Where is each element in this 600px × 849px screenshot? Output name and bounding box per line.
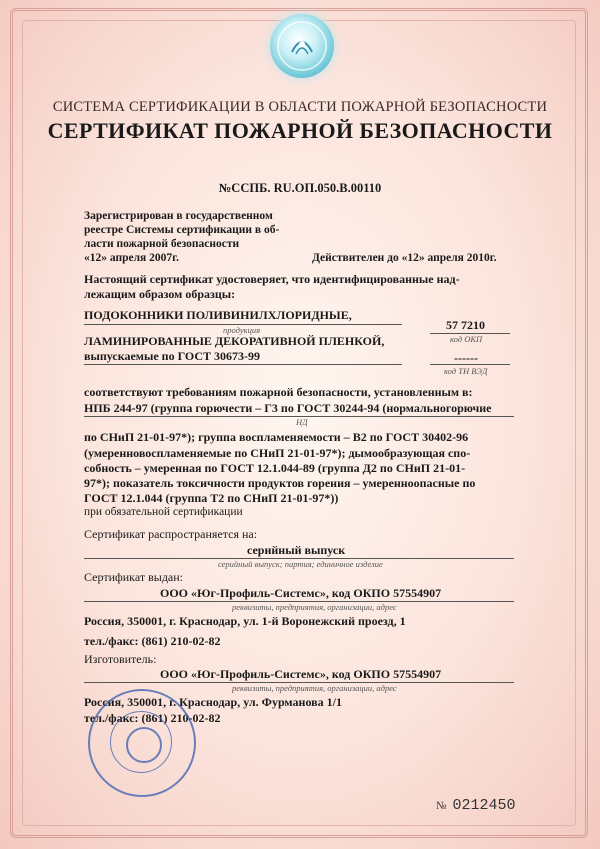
requirements-line: собность – умеренная по ГОСТ 12.1.044-89 (группа Д2 по СНиП 21-01- <box>84 461 466 475</box>
issued-label: Сертификат выдан: <box>84 570 184 584</box>
product-name: ЛАМИНИРОВАННЫЕ ДЕКОРАТИВНОЙ ПЛЕНКОЙ, <box>84 334 385 348</box>
intro-line: Настоящий сертификат удостоверяет, что идентифицированные над- <box>84 272 460 286</box>
scope-label: Сертификат распространяется на: <box>84 527 258 541</box>
official-stamp-icon <box>88 689 196 797</box>
issued-organization: ООО «Юг-Профиль-Системс», код ОКПО 57554907 <box>160 586 442 600</box>
serial-value: 0212450 <box>452 797 516 814</box>
certification-system-name: СИСТЕМА СЕРТИФИКАЦИИ В ОБЛАСТИ ПОЖАРНОЙ БЕЗОПАСНОСТИ <box>52 99 548 115</box>
nd-caption: НД <box>296 417 308 427</box>
issued-address: Россия, 350001, г. Краснодар, ул. 1-й Воронежский проезд, 1 <box>84 614 406 628</box>
serial-prefix: № <box>436 800 447 812</box>
scope-caption: серийный выпуск; партия; единичное изделие <box>218 559 383 569</box>
scope-value: серийный выпуск <box>247 543 346 557</box>
form-serial-number <box>436 797 516 814</box>
mandatory-certification: при обязательной сертификации <box>84 506 243 518</box>
okp-code: 57 7210 <box>446 318 485 332</box>
requirements-line: ГОСТ 12.1.044 (группа Т2 по СНиП 21-01-97*)) <box>84 491 339 505</box>
registration-line: Зарегистрирован в государственном <box>84 210 273 222</box>
product-caption: продукция <box>223 325 261 335</box>
valid-until: Действителен до «12» апреля 2010г. <box>312 252 497 264</box>
registration-date: «12» апреля 2007г. <box>84 252 179 264</box>
requirements-line: НПБ 244-97 (группа горючести – Г3 по ГОСТ 30244-94 (нормальногорючие <box>84 401 492 415</box>
hologram-emblem-icon <box>270 14 334 78</box>
intro-line: лежащим образом образцы: <box>84 287 236 301</box>
tnved-code: ------ <box>454 351 478 365</box>
requirements-line: 97*); показатель токсичности продуктов горения – умеренноопасные по <box>84 476 476 490</box>
manufacturer-phone: тел./факс: (861) 210-02-82 <box>84 711 221 725</box>
tnved-label: код ТН ВЭД <box>444 366 488 376</box>
registration-line: реестре Системы сертификации в об- <box>84 224 280 236</box>
certificate-title: СЕРТИФИКАТ ПОЖАРНОЙ БЕЗОПАСНОСТИ <box>47 118 553 143</box>
manufacturer-label: Изготовитель: <box>84 652 157 666</box>
manufacturer-organization: ООО «Юг-Профиль-Системс», код ОКПО 57554907 <box>160 667 442 681</box>
okp-label: код ОКП <box>450 334 483 344</box>
underline <box>430 364 510 365</box>
manufacturer-address: Россия, 350001, г. Краснодар, ул. Фурманова 1/1 <box>84 695 342 709</box>
product-name: ПОДОКОННИКИ ПОЛИВИНИЛХЛОРИДНЫЕ, <box>84 308 352 322</box>
product-standard: выпускаемые по ГОСТ 30673-99 <box>84 349 261 363</box>
requirements-line: (умеренновоспламеняемые по СНиП 21-01-97*); дымообразующая спо- <box>84 446 471 460</box>
issued-phone: тел./факс: (861) 210-02-82 <box>84 634 221 648</box>
manufacturer-caption: реквизиты, предприятия, организации, адрес <box>232 683 397 693</box>
registration-line: ласти пожарной безопасности <box>84 238 240 250</box>
issued-caption: реквизиты, предприятия, организации, адрес <box>232 602 397 612</box>
certificate-number: №ССПБ. RU.ОП.050.В.00110 <box>218 181 382 195</box>
underline <box>84 364 402 365</box>
requirements-line: по СНиП 21-01-97*); группа воспламеняемости – В2 по ГОСТ 30402-96 <box>84 430 469 444</box>
requirements-line: соответствуют требованиям пожарной безопасности, установленным в: <box>84 385 473 399</box>
